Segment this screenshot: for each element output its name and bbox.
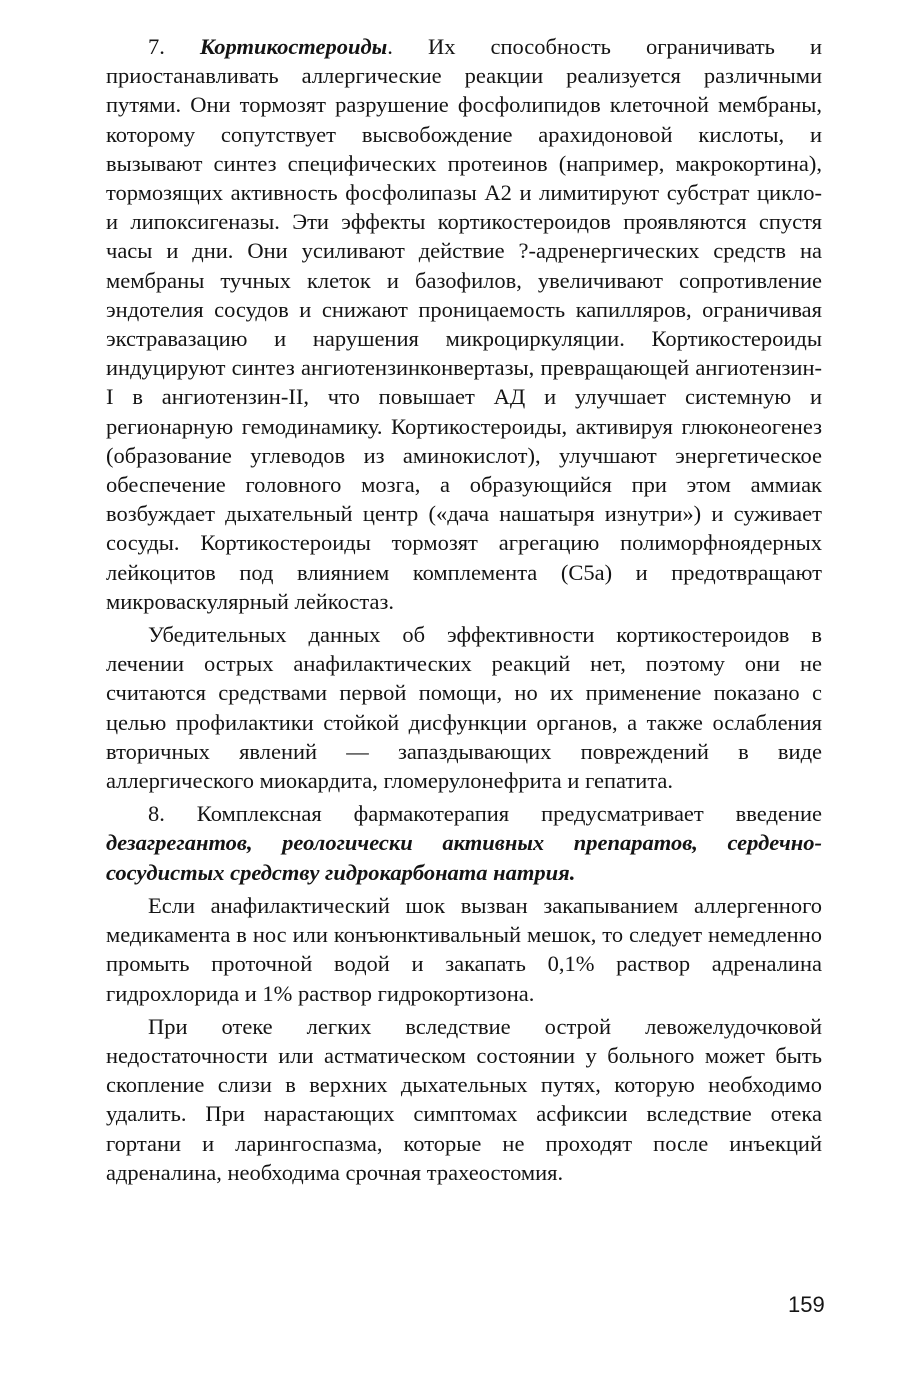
paragraph-text: . Их способность ограничивать и приостанавливать аллергические реакции реализуется различными путями. Они тормозят разрушение фосфолипидов клеточной мембраны, которому сопутствует высвобождение арахидоновой кислоты, и вызывают синтез специфических протеинов (например, макрокортина), тормозящих активность фосфолипазы А2 и лимитируют субстрат цикло- и липоксигеназы. Эти эффекты кортикостероидов проявляются спустя часы и дни. Они усиливают действие ?-адренергических средств на мембраны тучных клеток и базофилов, увеличивают сопротивление эндотелия сосудов и снижают проницаемость капилляров, ограничивая экстравазацию и нарушения микроциркуляции. Кортикостероиды индуцируют синтез ангиотензинконвертазы, превращающей ангиотензин-I в ангиотензин-II, что повышает АД и улучшает системную и регионарную гемодинамику. Кортикостероиды, активируя глюконеогенез (образование углеводов из аминокислот), улучшают энергетическое обеспечение головного мозга, а образующийся при этом аммиак возбуждает дыхательный центр («дача нашатыря изнутри») и суживает сосуды. Кортикостероиды тормозят агрегацию полиморфноядерных лейкоцитов под влиянием комплемента (С5а) и предотвращают микроваскулярный лейкостаз. <box>106 34 822 614</box>
paragraph-complex-therapy <box>106 799 822 887</box>
paragraph-pulmonary-edema: При отеке легких вследствие острой левожелудочковой недостаточности или астматическом состоянии у больного может быть скопление слизи в верхних дыхательных путях, которую необходимо удалить. При нарастающих симптомах асфиксии вследствие отека гортани и ларингоспазма, которые не проходят после инъекций адреналина, необходима срочная трахеостомия. <box>106 1013 822 1185</box>
paragraph-text: . Комплексная фармакотерапия предусматривает введение <box>159 801 822 827</box>
paragraph-corticosteroids <box>106 32 822 616</box>
page-number: 159 <box>788 1292 825 1317</box>
item-number: 8 <box>148 801 160 827</box>
emphasis-text: дезагрегантов, реологически активных препаратов, сердечно-сосудистых средству гидрокарбоната натрия. <box>106 830 822 885</box>
body-text <box>106 32 822 1191</box>
section-heading: Кортикостероиды <box>199 34 388 59</box>
item-number: 7. <box>148 34 200 59</box>
paragraph-instillation: Если анафилактический шок вызван закапыванием аллергенного медикамента в нос или конъюнктивальный мешок, то следует немедленно промыть проточной водой и закапать 0,1% раствор адреналина гидрохлорида и 1% раствор гидрокортизона. <box>106 892 822 1006</box>
paragraph-efficacy: Убедительных данных об эффективности кортикостероидов в лечении острых анафилактических реакций нет, поэтому они не считаются средствами первой помощи, но их применение показано с целью профилактики стойкой дисфункции органов, а также ослабления вторичных явлений — запаздывающих повреждений в виде аллергического миокардита, гломерулонефрита и гепатита. <box>106 622 822 794</box>
